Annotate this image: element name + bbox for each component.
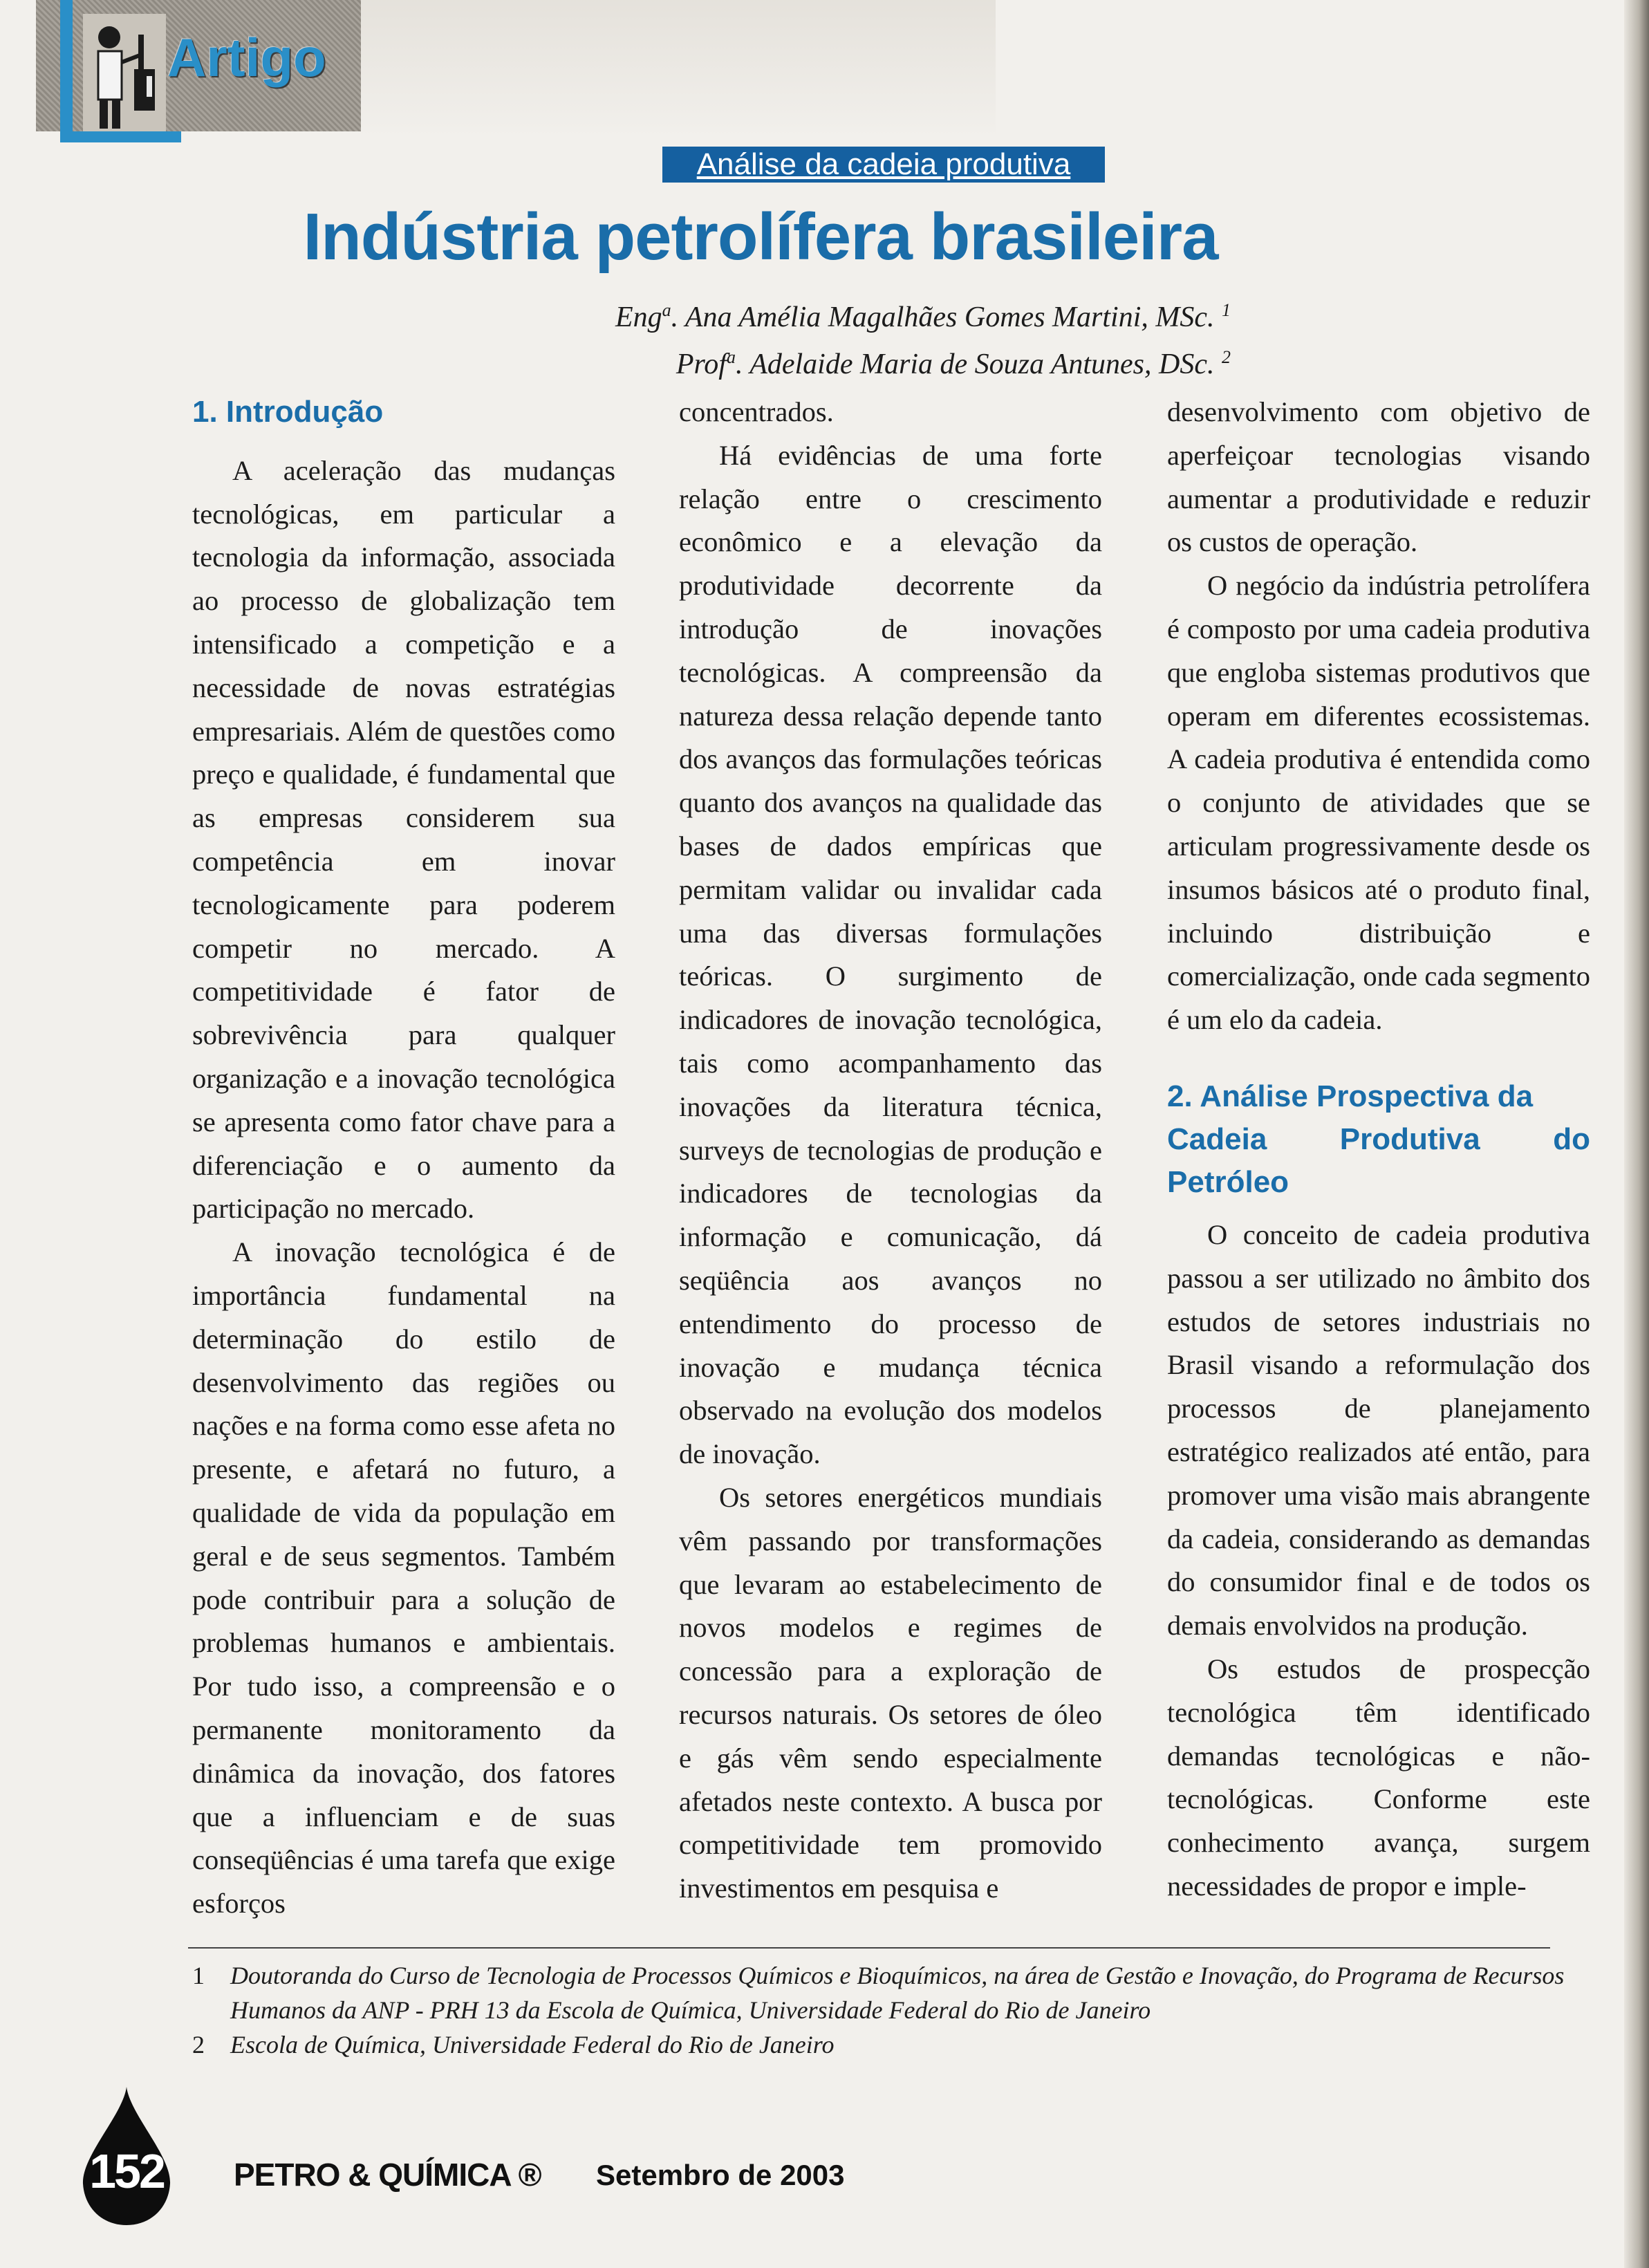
- section-badge-label: Artigo: [167, 27, 326, 88]
- author-line: Prof$^a$. Adelaide Maria de Souza Antunes, DSc. $^2$: [676, 347, 1231, 380]
- footnotes: [192, 1958, 1575, 2062]
- paragraph: Há evidências de uma forte relação entre o crescimento econômico e a elevação da produtividade decorrente da introdução de inovações tecnológicas. A compreensão da natureza dessa relação depende tanto dos avanços das formulações teóricas quanto dos avanços na qualidade das bases de dados empíricas que permitam validar ou invalidar cada uma das diversas formulações teóricas. O surgimento de indicadores de inovação tecnológica, tais como acompanhamento das inovações da literatura técnica, surveys de tecnologias de produção e indicadores de tecnologias da informação e comunicação, dá seqüência aos avanços no entendimento do processo de inovação e mudança técnica observado na evolução dos modelos de inovação.: [679, 439, 1102, 1470]
- footnote: [192, 1958, 1575, 2027]
- page-title: Indústria petrolífera brasileira: [303, 200, 1218, 274]
- section-badge: [36, 0, 361, 131]
- footnote-rule: [188, 1947, 1550, 1949]
- footnote: [192, 2027, 1575, 2062]
- paragraph: O conceito de cadeia produtiva passou a ser utilizado no âmbito dos estudos de setores industriais no Brasil visando a reformulação dos processos de planejamento estratégico realizados até então, para promover uma visão mais abrangente da cadeia, considerando as demandas do consumidor final e de todos os demais envolvidos na produção.: [1167, 1218, 1590, 1642]
- paragraph: O negócio da indústria petrolífera é composto por uma cadeia produtiva que engloba sistemas produtivos que operam em diferentes ecossistemas. A cadeia produtiva é entendida como o conjunto de atividades que se articulam progressivamente desde os insumos básicos até o produto final, incluindo distribuição e comercialização, onde cada segmento é um elo da cadeia.: [1167, 570, 1590, 1036]
- footnote-text: Doutoranda do Curso de Tecnologia de Processos Químicos e Bioquímicos, na área de Gestão e Inovação, do Programa de Recursos Humanos da ANP - PRH 13 da Escola de Química, Universidade Federal do Rio de Janeiro: [230, 1962, 1565, 2024]
- author-line: Eng$^a$. Ana Amélia Magalhães Gomes Martini, MSc. $^1$: [615, 300, 1231, 333]
- paragraph: desenvolvimento com objetivo de aperfeiçoar tecnologias visando aumentar a produtividade e reduzir os custos de operação.: [1167, 396, 1590, 558]
- paragraph: concentrados.: [679, 396, 834, 427]
- text-column-1: [192, 391, 615, 1926]
- background-shade: [360, 0, 996, 138]
- badge-stripe-bottom: [60, 131, 181, 142]
- footnote-text: Escola de Química, Universidade Federal do Rio de Janeiro: [230, 2031, 835, 2058]
- paragraph: Os estudos de prospecção tecnológica têm identificado demandas tecnológicas e não-tecnológicas. Conforme este conhecimento avança, surgem necessidades de propor e imple-: [1167, 1653, 1590, 1902]
- footnote-number: 1: [192, 1962, 205, 1989]
- paragraph: A inovação tecnológica é de importância fundamental na determinação do estilo de desenvolvimento das regiões ou nações e na forma como esse afeta no presente, e afetará no futuro, a qualidade de vida da população em geral e de seus segmentos. Também pode contribuir para a solução de problemas humanos e ambientais. Por tudo isso, a compreensão e o permanente monitoramento da dinâmica da inovação, dos fatores que a influenciam e de suas conseqüências é uma tarefa que exige esforços: [192, 1236, 615, 1920]
- section-heading: 1. Introdução: [192, 395, 384, 429]
- journal-name: PETRO & QUÍMICA ®: [234, 2157, 541, 2193]
- kicker: Análise da cadeia produtiva: [662, 147, 1105, 183]
- issue-date: Setembro de 2003: [596, 2159, 845, 2191]
- section-heading: 2. Análise Prospectiva da Cadeia Produtiva do Petróleo: [1167, 1079, 1590, 1199]
- author-list: [415, 290, 1231, 384]
- page-number: 152: [89, 2144, 164, 2198]
- page-edge-shadow: [1624, 0, 1649, 2268]
- paragraph: Os setores energéticos mundiais vêm passando por transformações que levaram ao estabelecimento de novos modelos e regimes de concessão para a exploração de recursos naturais. Os setores de óleo e gás vêm sendo especialmente afetados neste contexto. A busca por competitividade tem promovido investimentos em pesquisa e: [679, 1481, 1102, 1904]
- badge-stripe: [60, 0, 73, 142]
- chemist-figure-icon: [83, 14, 166, 131]
- paragraph: A aceleração das mudanças tecnológicas, em particular a tecnologia da informação, associada ao processo de globalização tem intensificado a competição e a necessidade de novas estratégias empresariais. Além de questões como preço e qualidade, é fundamental que as empresas considerem sua competência em inovar tecnologicamente para poderem competir no mercado. A competitividade é fator de sobrevivência para qualquer organização e a inovação tecnológica se apresenta como fator chave para a diferenciação e o aumento da participação no mercado.: [192, 454, 615, 1225]
- text-column-2: [679, 391, 1102, 1911]
- footnote-number: 2: [192, 2031, 205, 2058]
- text-column-3: [1167, 391, 1590, 1908]
